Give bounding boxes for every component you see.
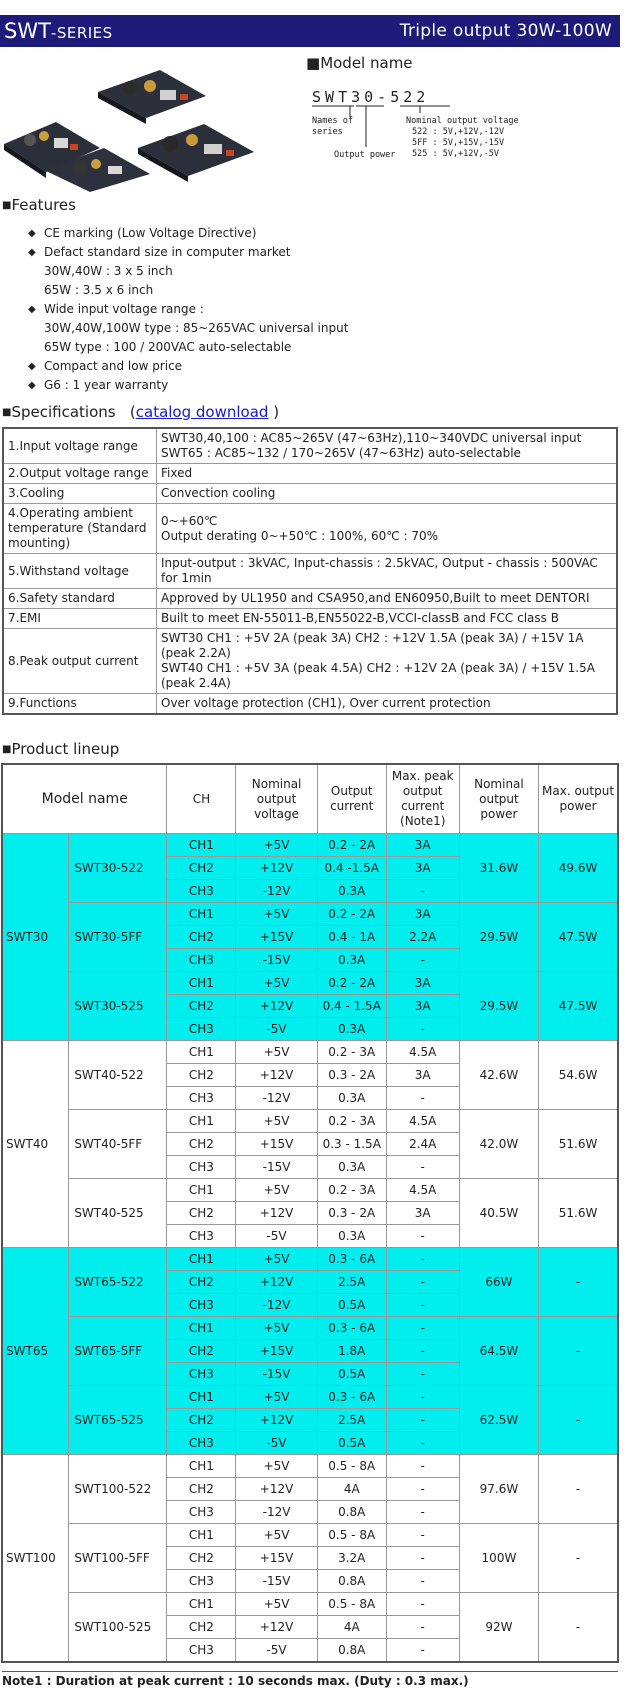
- header-subtitle: Triple output 30W-100W: [399, 21, 612, 41]
- voltage-cell: +12V: [236, 857, 317, 880]
- max-power-cell: 49.6W: [539, 834, 618, 903]
- header-ch: CH: [167, 764, 236, 834]
- current-cell: 0.8A: [317, 1570, 386, 1593]
- current-cell: 4A: [317, 1616, 386, 1639]
- series-title: [4, 17, 113, 47]
- current-cell: 3.2A: [317, 1547, 386, 1570]
- voltage-cell: +5V: [236, 1248, 317, 1271]
- peak-current-cell: -: [386, 1570, 459, 1593]
- peak-current-cell: 4.5A: [386, 1110, 459, 1133]
- voltage-cell: +15V: [236, 1340, 317, 1363]
- ch-cell: CH1: [167, 1248, 236, 1271]
- voltage-cell: +15V: [236, 1133, 317, 1156]
- model-cell: SWT100-5FF: [69, 1524, 167, 1593]
- voltage-cell: +12V: [236, 1409, 317, 1432]
- spec-key: 7.EMI: [3, 609, 157, 629]
- feature-item: ◆ CE marking (Low Voltage Directive): [28, 224, 588, 243]
- current-cell: 0.2 - 3A: [317, 1041, 386, 1064]
- voltage-cell: +15V: [236, 926, 317, 949]
- spec-value-line: Fixed: [161, 466, 193, 480]
- peak-current-cell: 3A: [386, 972, 459, 995]
- ch-cell: CH3: [167, 880, 236, 903]
- peak-current-cell: 3A: [386, 834, 459, 857]
- peak-current-cell: 3A: [386, 995, 459, 1018]
- current-cell: 4A: [317, 1478, 386, 1501]
- current-cell: 0.2 - 2A: [317, 903, 386, 926]
- spec-key: 8.Peak output current: [3, 629, 157, 694]
- current-cell: 0.8A: [317, 1501, 386, 1524]
- table-row: [2, 1455, 618, 1478]
- ch-cell: CH1: [167, 1386, 236, 1409]
- model-cell: SWT40-5FF: [69, 1110, 167, 1179]
- voltage-cell: +12V: [236, 1616, 317, 1639]
- current-cell: 2.5A: [317, 1409, 386, 1432]
- current-cell: 0.3 - 2A: [317, 1202, 386, 1225]
- model-cell: SWT40-522: [69, 1041, 167, 1110]
- ch-cell: CH3: [167, 1156, 236, 1179]
- voltage-cell: +5V: [236, 1386, 317, 1409]
- feature-item: ◆ Defact standard size in computer market 30W,40W : 3 x 5 inch 65W : 3.5 x 6 inch: [28, 245, 291, 297]
- peak-current-cell: -: [386, 1455, 459, 1478]
- nominal-power-cell: 66W: [459, 1248, 538, 1317]
- spec-value: [157, 504, 618, 554]
- voltage-cell: -15V: [236, 949, 317, 972]
- current-cell: 0.3A: [317, 1156, 386, 1179]
- peak-current-cell: -: [386, 1340, 459, 1363]
- voltage-cell: +5V: [236, 834, 317, 857]
- ch-cell: CH1: [167, 1110, 236, 1133]
- product-lineup-table: [1, 763, 619, 1663]
- voltage-cell: -12V: [236, 1294, 317, 1317]
- ch-cell: CH3: [167, 1639, 236, 1663]
- voltage-cell: +5V: [236, 1041, 317, 1064]
- catalog-download-link[interactable]: catalog download: [135, 403, 269, 421]
- spec-value-line: SWT30,40,100 : AC85~265V (47~63Hz),110~340VDC universal input: [161, 431, 582, 445]
- spec-value: [157, 629, 618, 694]
- series-cell: SWT40: [2, 1041, 69, 1248]
- peak-current-cell: -: [386, 949, 459, 972]
- peak-current-cell: -: [386, 1639, 459, 1663]
- diamond-bullet-icon: ◆: [28, 247, 36, 258]
- current-cell: 0.5 - 8A: [317, 1524, 386, 1547]
- table-row: [2, 834, 618, 857]
- diamond-bullet-icon: ◆: [28, 361, 36, 372]
- ch-cell: CH1: [167, 972, 236, 995]
- current-cell: 0.5A: [317, 1432, 386, 1455]
- voltage-cell: +5V: [236, 1593, 317, 1616]
- ch-cell: CH3: [167, 1363, 236, 1386]
- max-power-cell: 51.6W: [539, 1179, 618, 1248]
- spec-key: 3.Cooling: [3, 484, 157, 504]
- header-max-output-power: Max. output power: [539, 764, 618, 834]
- nominal-power-cell: 100W: [459, 1524, 538, 1593]
- ch-cell: CH1: [167, 1455, 236, 1478]
- table-row: [2, 1179, 618, 1202]
- ch-cell: CH1: [167, 1593, 236, 1616]
- ch-cell: CH1: [167, 1317, 236, 1340]
- voltage-cell: +5V: [236, 1179, 317, 1202]
- peak-current-cell: 3A: [386, 857, 459, 880]
- peak-current-cell: 2.2A: [386, 926, 459, 949]
- spec-key: 1.Input voltage range: [3, 428, 157, 464]
- peak-current-cell: -: [386, 1501, 459, 1524]
- model-cell: SWT40-525: [69, 1179, 167, 1248]
- voltage-cell: -5V: [236, 1432, 317, 1455]
- diamond-bullet-icon: ◆: [28, 304, 36, 315]
- specifications-title: ■Specifications (catalog download ): [2, 403, 280, 421]
- ch-cell: CH2: [167, 1478, 236, 1501]
- table-row: [2, 1386, 618, 1409]
- spec-value-line: Output derating 0~+50℃ : 100%, 60℃ : 70%: [161, 528, 439, 543]
- ch-cell: CH3: [167, 1294, 236, 1317]
- feature-item: ◆ Wide input voltage range : 30W,40W,100W type : 85~265VAC universal input 65W type : 100 / 200VAC auto-selectable: [28, 302, 349, 354]
- current-cell: 0.3A: [317, 1018, 386, 1041]
- spec-key: 9.Functions: [3, 694, 157, 715]
- peak-current-cell: -: [386, 1018, 459, 1041]
- spec-key: 2.Output voltage range: [3, 464, 157, 484]
- current-cell: 0.3 - 2A: [317, 1064, 386, 1087]
- peak-current-cell: -: [386, 1248, 459, 1271]
- ch-cell: CH2: [167, 1064, 236, 1087]
- spec-row: [3, 428, 617, 464]
- current-cell: 1.8A: [317, 1340, 386, 1363]
- spec-value-line: 0~+60℃: [161, 513, 218, 528]
- spec-value: [157, 589, 618, 609]
- ch-cell: CH2: [167, 1616, 236, 1639]
- table-row: [2, 1524, 618, 1547]
- current-cell: 0.4 - 1A: [317, 926, 386, 949]
- max-power-cell: 54.6W: [539, 1041, 618, 1110]
- voltage-cell: +15V: [236, 1547, 317, 1570]
- max-power-cell: -: [539, 1593, 618, 1663]
- ch-cell: CH3: [167, 1018, 236, 1041]
- spec-key: 5.Withstand voltage: [3, 554, 157, 589]
- ch-cell: CH2: [167, 1202, 236, 1225]
- ch-cell: CH3: [167, 1501, 236, 1524]
- peak-current-cell: -: [386, 1271, 459, 1294]
- voltage-cell: +12V: [236, 1478, 317, 1501]
- nominal-power-cell: 62.5W: [459, 1386, 538, 1455]
- peak-current-cell: -: [386, 1225, 459, 1248]
- spec-row: [3, 629, 617, 694]
- ch-cell: CH1: [167, 834, 236, 857]
- voltage-cell: +12V: [236, 1064, 317, 1087]
- spec-value-line: Over voltage protection (CH1), Over current protection: [161, 696, 491, 710]
- nominal-output-voltage-label: Nominal output voltage: [406, 116, 519, 126]
- spec-row: [3, 484, 617, 504]
- model-code: SWT30-522: [312, 88, 430, 106]
- model-cell: SWT65-525: [69, 1386, 167, 1455]
- nominal-power-cell: 40.5W: [459, 1179, 538, 1248]
- peak-current-cell: 4.5A: [386, 1041, 459, 1064]
- spec-key: 4.Operating ambient temperature (Standard mounting): [3, 504, 157, 554]
- peak-current-cell: -: [386, 1386, 459, 1409]
- nominal-power-cell: 42.0W: [459, 1110, 538, 1179]
- peak-current-cell: -: [386, 1478, 459, 1501]
- peak-current-cell: -: [386, 1547, 459, 1570]
- nominal-voltage-row-525: 525 : 5V,+12V,-5V: [412, 149, 499, 159]
- spec-value: [157, 464, 618, 484]
- peak-current-cell: -: [386, 1294, 459, 1317]
- series-suffix: -SERIES: [50, 24, 113, 42]
- peak-current-cell: 4.5A: [386, 1179, 459, 1202]
- voltage-cell: +5V: [236, 1455, 317, 1478]
- brand-name: SWT: [4, 19, 51, 43]
- table-row: [2, 972, 618, 995]
- voltage-cell: +5V: [236, 972, 317, 995]
- nominal-power-cell: 29.5W: [459, 972, 538, 1041]
- header-max-peak-output-current: Max. peak output current (Note1): [386, 764, 459, 834]
- voltage-cell: +12V: [236, 1271, 317, 1294]
- peak-current-cell: -: [386, 1524, 459, 1547]
- header-output-current: Output current: [317, 764, 386, 834]
- nominal-voltage-row-5ff: 5FF : 5V,+15V,-15V: [412, 138, 505, 148]
- ch-cell: CH1: [167, 1524, 236, 1547]
- ch-cell: CH1: [167, 1179, 236, 1202]
- current-cell: 0.5A: [317, 1294, 386, 1317]
- max-power-cell: -: [539, 1386, 618, 1455]
- current-cell: 0.8A: [317, 1639, 386, 1663]
- spec-value-line: SWT30 CH1 : +5V 2A (peak 3A) CH2 : +12V 1.5A (peak 3A) / +15V 1A (peak 2.2A): [161, 631, 584, 660]
- peak-current-cell: -: [386, 1616, 459, 1639]
- spec-value: [157, 428, 618, 464]
- peak-current-cell: -: [386, 1156, 459, 1179]
- ch-cell: CH2: [167, 1271, 236, 1294]
- model-cell: SWT30-525: [69, 972, 167, 1041]
- voltage-cell: +12V: [236, 1202, 317, 1225]
- voltage-cell: +5V: [236, 903, 317, 926]
- spec-row: [3, 609, 617, 629]
- spec-value: [157, 694, 618, 715]
- model-name-title: ■Model name: [306, 54, 413, 72]
- current-cell: 0.3A: [317, 880, 386, 903]
- peak-current-cell: -: [386, 1409, 459, 1432]
- features-list: [28, 224, 588, 395]
- current-cell: 0.5 - 8A: [317, 1593, 386, 1616]
- current-cell: 0.4 -1.5A: [317, 857, 386, 880]
- peak-current-cell: 3A: [386, 1202, 459, 1225]
- voltage-cell: -5V: [236, 1225, 317, 1248]
- peak-current-cell: -: [386, 1593, 459, 1616]
- voltage-cell: -15V: [236, 1156, 317, 1179]
- current-cell: 0.3 - 6A: [317, 1386, 386, 1409]
- current-cell: 0.2 - 3A: [317, 1110, 386, 1133]
- diamond-bullet-icon: ◆: [28, 380, 36, 391]
- header-nominal-output-voltage: Nominal output voltage: [236, 764, 317, 834]
- feature-item: ◆ Compact and low price: [28, 357, 588, 376]
- footnote: Note1 : Duration at peak current : 10 seconds max. (Duty : 0.3 max.): [2, 1671, 618, 1688]
- product-photo: [0, 52, 290, 192]
- output-power-label: Output power: [334, 150, 396, 160]
- header-model-name: Model name: [2, 764, 167, 834]
- series-cell: SWT30: [2, 834, 69, 1041]
- ch-cell: CH2: [167, 857, 236, 880]
- series-cell: SWT65: [2, 1248, 69, 1455]
- series-cell: SWT100: [2, 1455, 69, 1663]
- spec-row: [3, 554, 617, 589]
- current-cell: 0.5A: [317, 1363, 386, 1386]
- ch-cell: CH2: [167, 995, 236, 1018]
- power-board-2: [98, 70, 206, 124]
- header-nominal-output-power: Nominal output power: [459, 764, 538, 834]
- ch-cell: CH3: [167, 1087, 236, 1110]
- nominal-power-cell: 92W: [459, 1593, 538, 1663]
- voltage-cell: -15V: [236, 1570, 317, 1593]
- model-cell: SWT65-5FF: [69, 1317, 167, 1386]
- voltage-cell: -15V: [236, 1363, 317, 1386]
- spec-value-line: Input-output : 3kVAC, Input-chassis : 2.5kVAC, Output - chassis : 500VAC for 1min: [161, 556, 598, 585]
- voltage-cell: +5V: [236, 1110, 317, 1133]
- ch-cell: CH2: [167, 1340, 236, 1363]
- max-power-cell: -: [539, 1455, 618, 1524]
- model-cell: SWT100-525: [69, 1593, 167, 1663]
- spec-value-line: Built to meet EN-55011-B,EN55022-B,VCCI-classB and FCC class B: [161, 611, 559, 625]
- page-header: [0, 15, 620, 47]
- voltage-cell: -12V: [236, 880, 317, 903]
- spec-value-line: SWT65 : AC85~132 / 170~265V (47~63Hz) auto-selectable: [161, 446, 521, 460]
- max-power-cell: -: [539, 1524, 618, 1593]
- spec-row: [3, 694, 617, 715]
- spec-value-line: SWT40 CH1 : +5V 3A (peak 4.5A) CH2 : +12V 2A (peak 3A) / +15V 1.5A (peak 2.4A): [161, 661, 595, 690]
- feature-item: ◆ G6 : 1 year warranty: [28, 376, 588, 395]
- names-of-series-label: Names of series: [312, 116, 353, 137]
- ch-cell: CH1: [167, 903, 236, 926]
- ch-cell: CH3: [167, 1225, 236, 1248]
- current-cell: 0.5 - 8A: [317, 1455, 386, 1478]
- ch-cell: CH2: [167, 1547, 236, 1570]
- current-cell: 0.2 - 2A: [317, 972, 386, 995]
- voltage-cell: +5V: [236, 1524, 317, 1547]
- max-power-cell: -: [539, 1317, 618, 1386]
- spec-row: [3, 464, 617, 484]
- peak-current-cell: -: [386, 1363, 459, 1386]
- peak-current-cell: -: [386, 1087, 459, 1110]
- current-cell: 2.5A: [317, 1271, 386, 1294]
- model-cell: SWT30-5FF: [69, 903, 167, 972]
- peak-current-cell: -: [386, 880, 459, 903]
- ch-cell: CH3: [167, 1432, 236, 1455]
- model-cell: SWT65-522: [69, 1248, 167, 1317]
- voltage-cell: +12V: [236, 995, 317, 1018]
- power-board-4: [138, 124, 254, 182]
- voltage-cell: +5V: [236, 1317, 317, 1340]
- voltage-cell: -5V: [236, 1639, 317, 1663]
- current-cell: 0.4 - 1.5A: [317, 995, 386, 1018]
- specifications-table: [2, 427, 618, 715]
- ch-cell: CH3: [167, 949, 236, 972]
- nominal-power-cell: 97.6W: [459, 1455, 538, 1524]
- model-cell: SWT30-522: [69, 834, 167, 903]
- nominal-power-cell: 31.6W: [459, 834, 538, 903]
- ch-cell: CH1: [167, 1041, 236, 1064]
- current-cell: 0.3 - 6A: [317, 1317, 386, 1340]
- max-power-cell: -: [539, 1248, 618, 1317]
- current-cell: 0.2 - 2A: [317, 834, 386, 857]
- current-cell: 0.3 - 1.5A: [317, 1133, 386, 1156]
- peak-current-cell: 2.4A: [386, 1133, 459, 1156]
- spec-key: 6.Safety standard: [3, 589, 157, 609]
- voltage-cell: -5V: [236, 1018, 317, 1041]
- peak-current-cell: 3A: [386, 1064, 459, 1087]
- nominal-power-cell: 64.5W: [459, 1317, 538, 1386]
- spec-row: [3, 504, 617, 554]
- table-row: [2, 1593, 618, 1616]
- max-power-cell: 47.5W: [539, 972, 618, 1041]
- table-row: [2, 1317, 618, 1340]
- max-power-cell: 51.6W: [539, 1110, 618, 1179]
- ch-cell: CH2: [167, 926, 236, 949]
- table-row: [2, 1248, 618, 1271]
- ch-cell: CH2: [167, 1133, 236, 1156]
- current-cell: 0.2 - 3A: [317, 1179, 386, 1202]
- spec-value: [157, 554, 618, 589]
- current-cell: 0.3A: [317, 1225, 386, 1248]
- current-cell: 0.3 - 6A: [317, 1248, 386, 1271]
- peak-current-cell: -: [386, 1317, 459, 1340]
- peak-current-cell: 3A: [386, 903, 459, 926]
- table-row: [2, 1110, 618, 1133]
- table-row: [2, 1041, 618, 1064]
- diamond-bullet-icon: ◆: [28, 228, 36, 239]
- spec-value-line: Convection cooling: [161, 486, 276, 500]
- spec-row: [3, 589, 617, 609]
- current-cell: 0.3A: [317, 1087, 386, 1110]
- spec-value: [157, 609, 618, 629]
- table-row: [2, 903, 618, 926]
- ch-cell: CH2: [167, 1409, 236, 1432]
- spec-value: [157, 484, 618, 504]
- nominal-power-cell: 42.6W: [459, 1041, 538, 1110]
- current-cell: 0.3A: [317, 949, 386, 972]
- features-title: ■Features: [2, 196, 76, 214]
- peak-current-cell: -: [386, 1432, 459, 1455]
- voltage-cell: -12V: [236, 1501, 317, 1524]
- nominal-power-cell: 29.5W: [459, 903, 538, 972]
- spec-value-line: Approved by UL1950 and CSA950,and EN60950,Built to meet DENTORI: [161, 591, 590, 605]
- voltage-cell: -12V: [236, 1087, 317, 1110]
- ch-cell: CH3: [167, 1570, 236, 1593]
- product-lineup-title: ■Product lineup: [2, 740, 120, 758]
- model-cell: SWT100-522: [69, 1455, 167, 1524]
- max-power-cell: 47.5W: [539, 903, 618, 972]
- nominal-voltage-row-522: 522 : 5V,+12V,-12V: [412, 127, 505, 137]
